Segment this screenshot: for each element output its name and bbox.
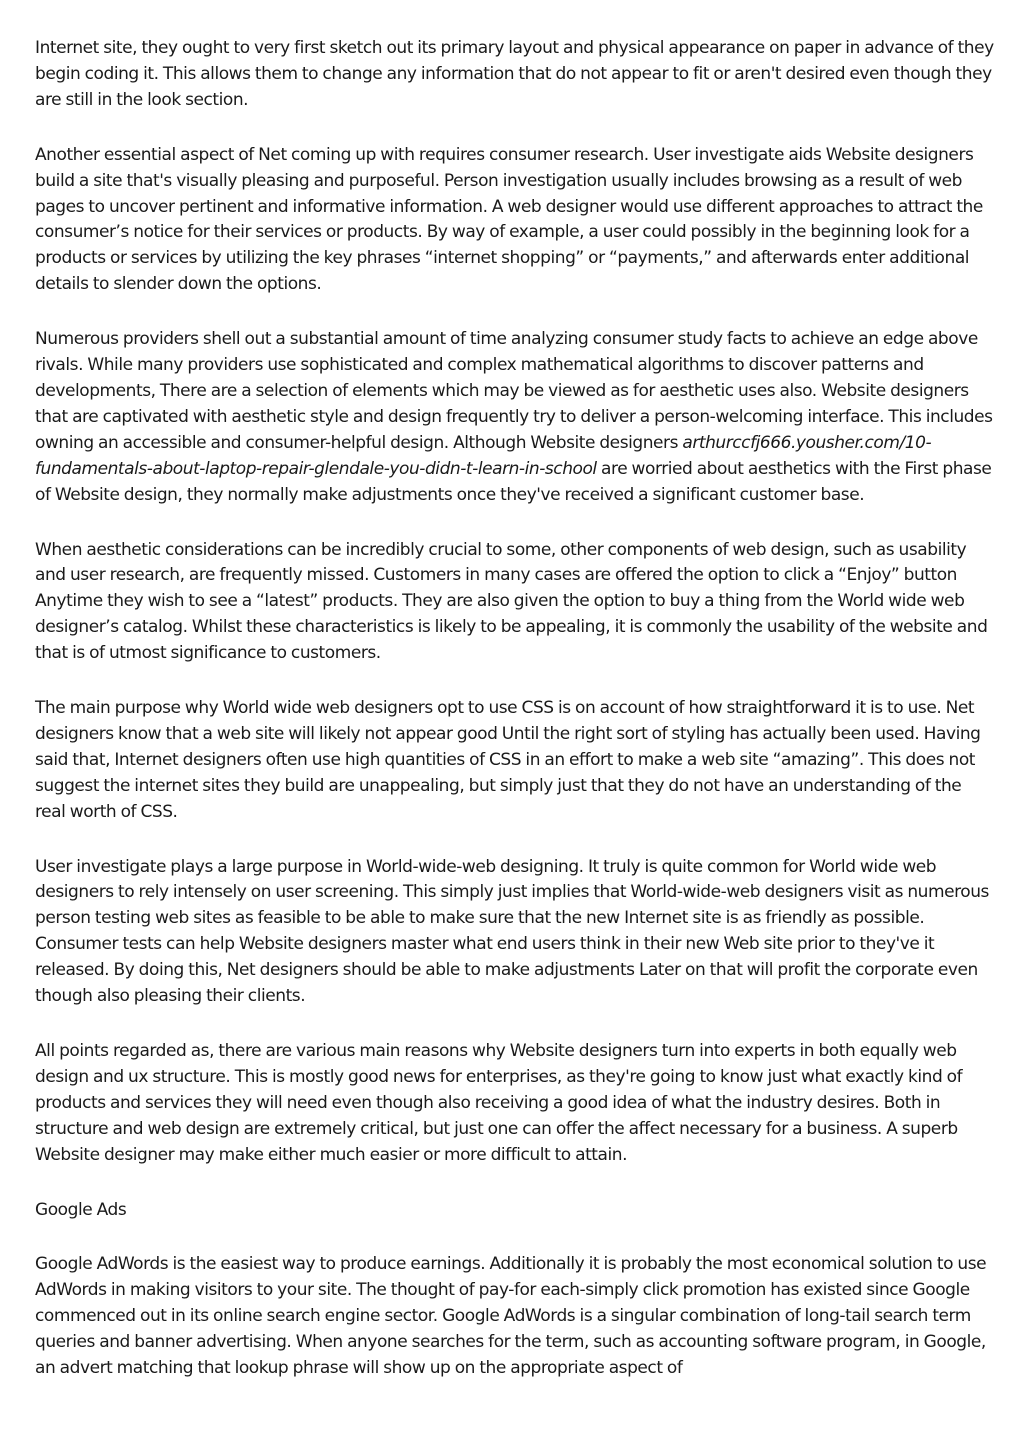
paragraph-text-after-link: are worried about aesthetics with the First phase of Website design, they normally make adjustments once they've received a significant customer base. — [35, 458, 992, 505]
paragraph-all-points: All points regarded as, there are various main reasons why Website designers turn into experts in both equally web design and ux structure. This is mostly good news for enterprises, as they're going to know just what exactly kind of products and services they will need even though also receiving a good idea of what the industry desires. Both in structure and web design are extremely critical, but just one can offer the affect necessary for a business. A superb Website designer may make either much easier or more difficult to attain. — [35, 1041, 963, 1165]
paragraph-providers-analysis — [35, 327, 995, 508]
section-heading-google-ads: Google Ads — [35, 1199, 127, 1220]
article-url-link[interactable]: arthurccfj666.yousher.com/10-fundamentals-about-laptop-repair-glendale-you-didn-t-learn-in-school — [35, 432, 932, 479]
paragraph-consumer-research: Another essential aspect of Net coming up with requires consumer research. User investigate aids Website designers build a site that's visually pleasing and purposeful. Person investigation usually includes browsing as a result of web pages to uncover pertinent and informative information. A web designer would use different approaches to attract the consumer’s notice for their services or products. By way of example, a user could possibly in the beginning look for a products or services by utilizing the key phrases “internet shopping” or “payments,” and afterwards enter additional details to slender down the options. — [35, 144, 983, 295]
paragraph-sketch-layout: Internet site, they ought to very first sketch out its primary layout and physical appearance on paper in advance of they begin coding it. This allows them to change any information that do not appear to fit or aren't desired even though they are still in the look section. — [35, 38, 994, 110]
paragraph-css-purpose: The main purpose why World wide web designers opt to use CSS is on account of how straightforward it is to use. Net designers know that a web site will likely not appear good Until the right sort of styling has actually been used. Having said that, Internet designers often use high quantities of CSS in an effort to make a web site “amazing”. This does not suggest the internet sites they build are unappealing, but simply just that they do not have an understanding of the real worth of CSS. — [35, 698, 981, 822]
paragraph-text-before-link: Numerous providers shell out a substantial amount of time analyzing consumer study facts to achieve an edge above rivals. While many providers use sophisticated and complex mathematical algorithms to discover patterns and developments, There are a selection of elements which may be viewed as for aesthetic uses also. Website designers that are captivated with aesthetic style and design frequently try to deliver a person-welcoming interface. This includes owning an accessible and consumer-helpful design. Although Website designers — [35, 329, 993, 453]
paragraph-user-investigation: User investigate plays a large purpose in World-wide-web designing. It truly is quite common for World wide web designers to rely intensely on user screening. This simply just implies that World-wide-web designers visit as numerous person testing web sites as feasible to be able to make sure that the new Internet site is as friendly as possible. Consumer tests can help Website designers master what end users think in their new Web site prior to they've it released. By doing this, Net designers should be able to make adjustments Later on that will profit the corporate even though also pleasing their clients. — [35, 856, 989, 1007]
paragraph-google-adwords: Google AdWords is the easiest way to produce earnings. Additionally it is probably the most economical solution to use AdWords in making visitors to your site. The thought of pay-for each-simply click promotion has existed since Google commenced out in its online search engine sector. Google AdWords is a singular combination of long-tail search term queries and banner advertising. When anyone searches for the term, such as accounting software program, in Google, an advert matching that lookup phrase will show up on the appropriate aspect of — [35, 1254, 987, 1379]
document-body — [35, 36, 995, 1411]
paragraph-aesthetic-considerations: When aesthetic considerations can be incredibly crucial to some, other components of web design, such as usability and user research, are frequently missed. Customers in many cases are offered the option to click a “Enjoy” button Anytime they wish to see a “latest” products. They are also given the option to buy a thing from the World wide web designer’s catalog. Whilst these characteristics is likely to be appealing, it is commonly the usability of the website and that is of utmost significance to customers. — [35, 539, 988, 664]
